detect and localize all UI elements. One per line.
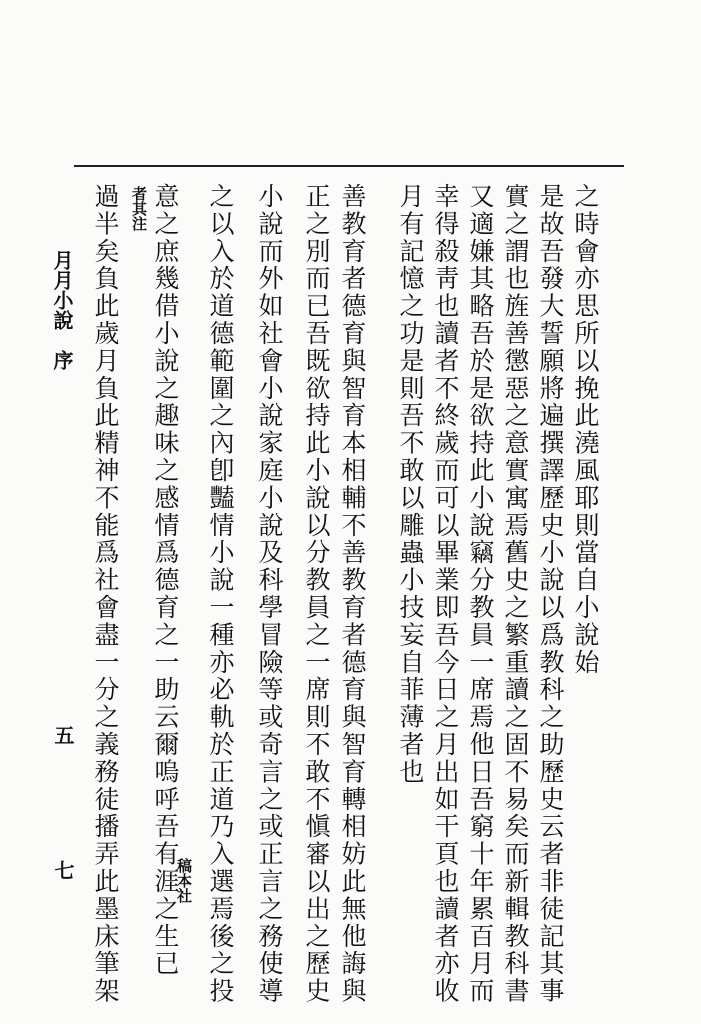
text-column-11: 意之庶幾借小說之趣味之感情爲德育之一助云爾嗚呼吾有涯之生已: [151, 183, 180, 978]
interlinear-note-upper: 者其注: [130, 186, 148, 231]
text-column-9: 小說而外如社會小說家庭小說及科學冒險等或奇言之或正言之務使導: [255, 183, 284, 1005]
running-title: 月月小說: [50, 250, 74, 330]
page-number: 七: [51, 860, 75, 880]
text-column-1: 之時會亦思所以挽此澆風耶則當自小說始: [571, 183, 600, 677]
section-label: 序: [50, 350, 74, 370]
text-column-8: 正之別而已吾既欲持此小說以分教員之一席則不敢不愼審以出之歷史: [302, 183, 331, 1005]
text-column-12: 過半矣負此歲月負此精神不能爲社會盡一分之義務徒播弄此墨床筆架: [91, 183, 120, 1005]
folio-char: 五: [51, 725, 75, 745]
text-column-6: 月有記憶之功是則吾不敢以雕蟲小技妄自菲薄者也: [396, 183, 425, 786]
text-column-10: 之以入於道德範圍之內卽豔情小說一種亦必軌於正道乃入選焉後之投: [206, 183, 235, 1005]
text-column-2: 是故吾發大誓願將遍撰譯歷史小說以爲教科之助歷史云者非徒記其事: [536, 183, 565, 1005]
header-rule: [74, 165, 624, 167]
interlinear-note-lower: 稿本社: [175, 858, 193, 903]
text-column-7: 善教育者德育與智育本相輔不善教育者德育與智育轉相妨此無他誨與: [338, 183, 367, 1005]
text-column-5: 幸得殺靑也讀者不終歲而可以畢業即吾今日之月出如干頁也讀者亦收: [431, 183, 460, 1005]
text-column-4: 又適嫌其略吾於是欲持此小說竊分教員一席焉他日吾窮十年累百月而: [466, 183, 495, 1005]
text-column-3: 實之謂也旌善懲惡之意實寓焉舊史之繁重讀之固不易矣而新輯教科書: [501, 183, 530, 1005]
